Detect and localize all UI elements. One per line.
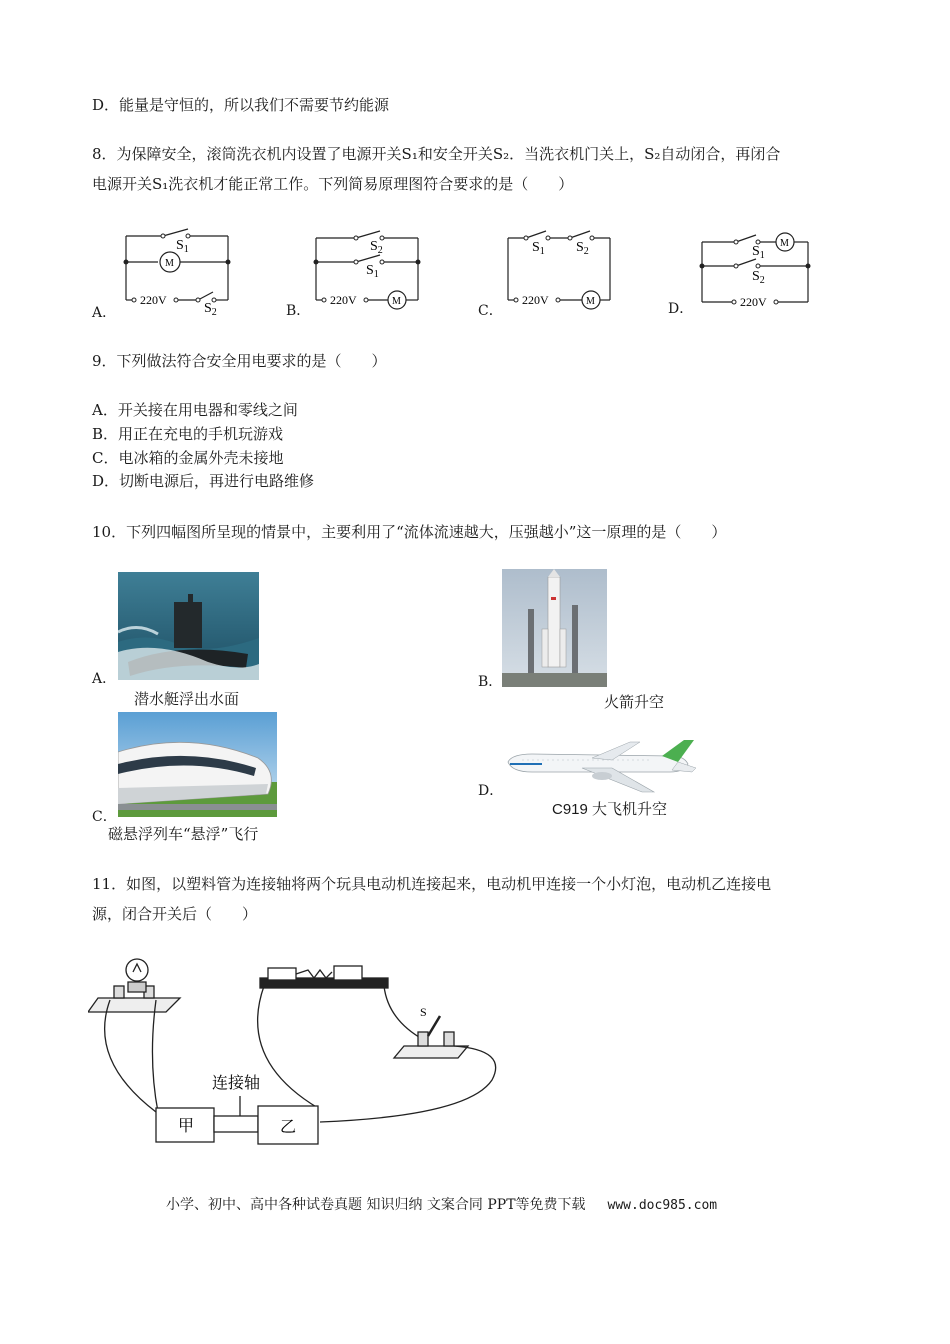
motor-generator-circuit-figure	[88, 950, 508, 1150]
maglev-train-photo	[118, 712, 277, 817]
voltage-label: 220V	[140, 293, 167, 307]
junction-dot	[124, 260, 129, 265]
switch-s2-label: $S_2$	[576, 240, 589, 257]
motor-a-label: 甲	[178, 1118, 195, 1135]
q8-option-a-label: A．	[92, 305, 117, 321]
q10-option-d-caption: C919 大飞机升空	[552, 801, 668, 818]
footer	[166, 1194, 717, 1214]
q9-option-c: C．电冰箱的金属外壳未接地	[92, 449, 284, 467]
q9-option-b: B．用正在充电的手机玩游戏	[92, 425, 284, 443]
q10-option-b-caption: 火箭升空	[604, 693, 665, 711]
motor-label: M	[392, 296, 401, 307]
q10-stem: 10．下列四幅图所呈现的情景中，主要利用了“流体流速越大，压强越小”这一原理的是（ ）	[92, 523, 727, 541]
motor-b-label: 乙	[280, 1119, 297, 1136]
q8-stem-line2: 电源开关S₁洗衣机才能正常工作。下列简易原理图符合要求的是（ ）	[92, 175, 574, 193]
q10-option-c-caption: 磁悬浮列车“悬浮”飞行	[108, 825, 259, 843]
c919-airplane-photo	[502, 738, 700, 796]
switch-s2-label: $S_2$	[752, 269, 765, 286]
q9-stem: 9．下列做法符合安全用电要求的是（ ）	[92, 352, 387, 370]
q11-stem-line1: 11．如图，以塑料管为连接轴将两个玩具电动机连接起来，电动机甲连接一个小灯泡，电动机乙连接电	[92, 875, 772, 893]
switch-s2-label: $S_2$	[204, 301, 217, 316]
switch-s1-label: $S_1$	[366, 263, 379, 280]
submarine-photo	[118, 572, 259, 680]
q10-option-b-label: B．	[478, 674, 503, 690]
q10-option-d-label: D．	[478, 783, 504, 799]
shaft-label: 连接轴	[212, 1075, 261, 1092]
motor-label: M	[780, 238, 789, 249]
junction-dot	[226, 260, 231, 265]
circuit-diagram-b	[308, 228, 428, 316]
circuit-diagram-a	[118, 228, 238, 316]
voltage-label: 220V	[330, 293, 357, 307]
switch-s2-label: $S_2$	[370, 239, 383, 256]
circuit-diagram-d	[694, 228, 818, 316]
q9-option-d: D．切断电源后，再进行电路维修	[92, 472, 315, 490]
q7-option-d: D．能量是守恒的，所以我们不需要节约能源	[92, 96, 390, 114]
q10-option-a-label: A．	[92, 671, 117, 687]
q10-option-a-caption: 潜水艇浮出水面	[134, 690, 240, 708]
footer-url[interactable]: www.doc985.com	[607, 1198, 718, 1213]
motor-label: M	[586, 296, 595, 307]
q8-option-d-label: D．	[668, 301, 694, 317]
switch-s-label: S	[420, 1005, 427, 1019]
switch-s1-label: $S_1$	[752, 244, 765, 261]
footer-text: 小学、初中、高中各种试卷真题 知识归纳 文案合同 PPT等免费下载	[166, 1197, 586, 1213]
voltage-label: 220V	[522, 293, 549, 307]
q8-option-b-label: B．	[286, 303, 311, 319]
motor-label: M	[165, 258, 174, 269]
q8-stem-line1: 8．为保障安全，滚筒洗衣机内设置了电源开关S₁和安全开关S₂．当洗衣机门关上，S₂自动闭合，再闭合	[92, 145, 781, 163]
switch-s1-label: $S_1$	[176, 238, 189, 255]
circuit-diagram-c	[500, 226, 620, 314]
q9-option-a: A．开关接在用电器和零线之间	[92, 401, 298, 419]
rocket-photo	[502, 569, 607, 687]
switch-s1-label: $S_1$	[532, 240, 545, 257]
q10-option-c-label: C．	[92, 809, 117, 825]
q8-option-c-label: C．	[478, 303, 503, 319]
voltage-label: 220V	[740, 295, 767, 309]
q11-stem-line2: 源，闭合开关后（ ）	[92, 905, 258, 923]
